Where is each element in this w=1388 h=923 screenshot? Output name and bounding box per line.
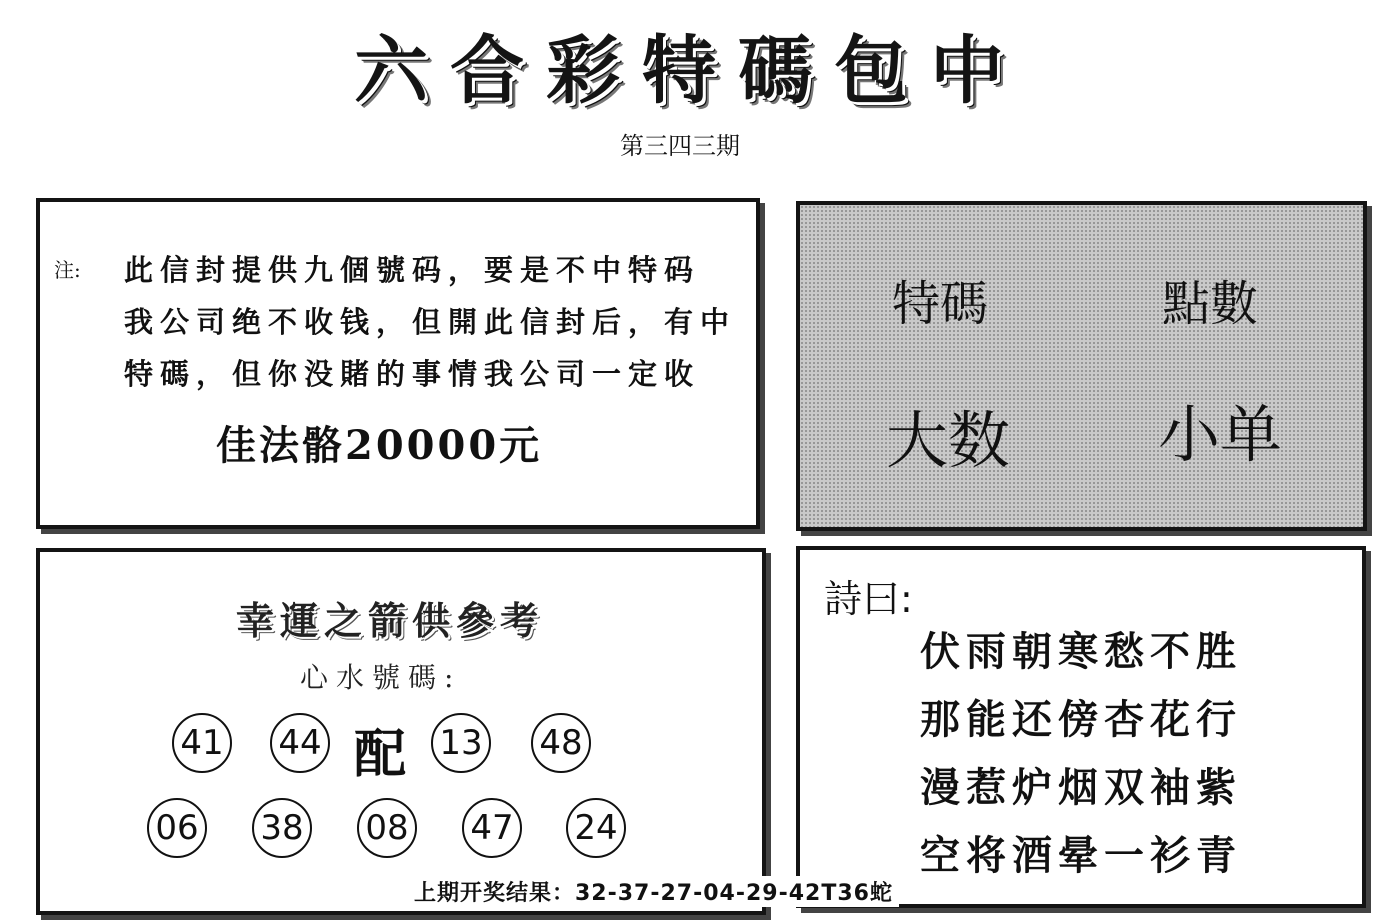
notice-line: 特碼，但你没賭的事情我公司一定收 bbox=[124, 357, 701, 391]
number-ball: 48 bbox=[531, 713, 591, 773]
number-ball: 38 bbox=[252, 798, 312, 858]
number-ball: 41 bbox=[172, 713, 232, 773]
page-title: 六合彩特碼包中 bbox=[354, 28, 1026, 114]
poem-line: 漫惹炉烟双袖紫 bbox=[920, 764, 1242, 811]
number-ball: 13 bbox=[431, 713, 491, 773]
number-ball: 44 bbox=[270, 713, 330, 773]
poem-text bbox=[920, 618, 1242, 890]
number-ball: 06 bbox=[147, 798, 207, 858]
poem-line: 那能还傍杏花行 bbox=[920, 696, 1242, 743]
number-ball: 47 bbox=[462, 798, 522, 858]
poem-box bbox=[796, 546, 1366, 908]
prize-amount: 佳法骼20000元 bbox=[216, 422, 543, 469]
lucky-title: 幸運之箭供參考 bbox=[235, 598, 544, 643]
notice-line: 此信封提供九個號码，要是不中特码 bbox=[124, 253, 701, 287]
notice-label: 注: bbox=[54, 258, 81, 282]
last-draw-result: 上期开奖结果：32-37-27-04-29-42T36蛇 bbox=[408, 876, 899, 907]
special-code-value: 大数 bbox=[886, 404, 1011, 477]
number-ball: 24 bbox=[566, 798, 626, 858]
lucky-subtitle: 心水號碼: bbox=[300, 661, 462, 694]
poem-label: 詩曰: bbox=[824, 577, 913, 621]
poem-line: 空将酒晕一衫青 bbox=[920, 832, 1242, 879]
special-code-header: 特碼 bbox=[892, 276, 989, 332]
notice-line: 我公司绝不收钱，但開此信封后，有中 bbox=[124, 305, 737, 339]
notice-text bbox=[124, 244, 754, 400]
poem-line: 伏雨朝寒愁不胜 bbox=[920, 628, 1242, 675]
points-header: 點數 bbox=[1162, 276, 1259, 332]
issue-number: 第三四三期 bbox=[620, 132, 740, 160]
notice-box bbox=[36, 198, 760, 529]
points-value: 小单 bbox=[1158, 398, 1283, 471]
pair-label: 配 bbox=[354, 724, 407, 785]
number-ball: 08 bbox=[357, 798, 417, 858]
special-code-box bbox=[796, 201, 1367, 531]
